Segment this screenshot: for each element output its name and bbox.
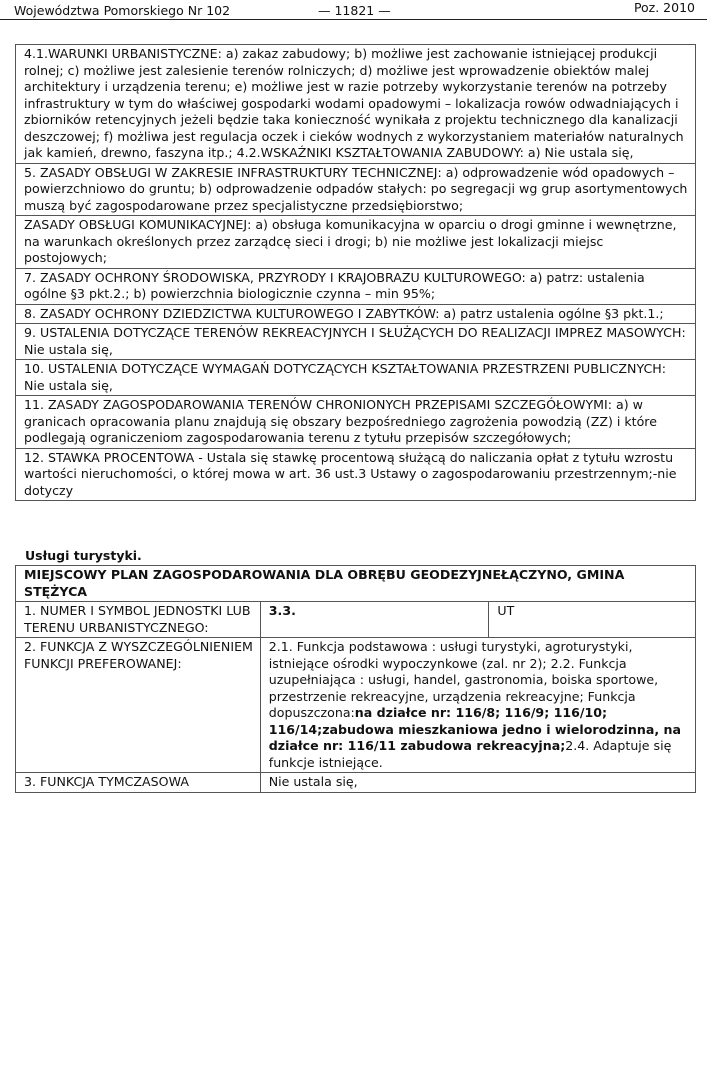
function-permitted-plots: na działce nr: 116/8; 116/9; 116/10; 116/14;zabudowa mieszkaniowa jedno i wielorodzinna, na działce nr: 116/11 zabudowa rekreacyjna; [268, 705, 681, 753]
function-value [260, 638, 695, 773]
table-row [16, 448, 696, 501]
table-row [16, 45, 696, 164]
rule-cell: 11. ZASADY ZAGOSPODAROWANIA TERENÓW CHRONIONYCH PRZEPISAMI SZCZEGÓŁOWYMI: a) w granicach opracowania planu znajdują się obszary bezpośredniego zagrożenia powodzią (ZZ) i które podlegają ograniczeniom zagospodarowania terenu z tytułu przepisów szczegółowych; [16, 396, 696, 449]
function-text: 2.1. Funkcja podstawowa : usługi turystyki, agroturystyki, istniejące ośrodki wypoczynkowe (zal. nr 2); 2.2. Funkcja uzupełniająca : usługi, handel, gastronomia, boiska sportowe, przestrzenie rekreacyjne, urządzenia rekreacyjne; Funkcja dopuszczona: [268, 639, 659, 720]
rules-table [15, 44, 696, 501]
rule-cell: 8. ZASADY OCHRONY DZIEDZICTWA KULTUROWEGO I ZABYTKÓW: a) patrz ustalenia ogólne §3 pkt.1.; [16, 304, 696, 324]
rule-cell: 4.1.WARUNKI URBANISTYCZNE: a) zakaz zabudowy; b) możliwe jest zachowanie istniejącej produkcji rolnej; c) możliwe jest zalesienie terenów rolniczych; d) możliwe jest wprowadzenie obiektów malej architektury i urządzenia terenu; e) możliwe jest w razie potrzeby wykorzystanie terenów na potrzeby infrastruktury w tym do właściwej gospodarki wodami opadowymi – lokalizacja rowów odwadniających i zbiorników retencyjnych jeżeli będzie taka konieczność wynikała z projektu technicznego dla kanalizacji deszczowej; f) możliwa jest regulacja oczek i cieków wodnych z wykorzystaniem materiałów naturalnych jak kamień, drewno, faszyna itp.; 4.2.WSKAŹNIKI KSZTAŁTOWANIA ZABUDOWY: a) Nie ustala się, [16, 45, 696, 164]
section-label: Usługi turystyki. [25, 548, 142, 563]
table-row [16, 360, 696, 396]
rule-cell: 7. ZASADY OCHRONY ŚRODOWISKA, PRZYRODY I KRAJOBRAZU KULTUROWEGO: a) patrz: ustalenia ogólne §3 pkt.2.; b) powierzchnia biologicznie czynna – min 95%; [16, 268, 696, 304]
rule-cell: ZASADY OBSŁUGI KOMUNIKACYJNEJ: a) obsługa komunikacyjna w oparciu o drogi gminne i wewnętrzne, na warunkach określonych przez zarządcę sieci i drogi; b) nie możliwe jest lokalizacji miejsc postojowych; [16, 216, 696, 269]
table-row [16, 638, 696, 773]
header-rule [0, 19, 707, 20]
function-text-end: 2.4. Adaptuje się funkcje istniejące. [268, 738, 672, 770]
table-row [16, 216, 696, 269]
rule-cell: 9. USTALENIA DOTYCZĄCE TERENÓW REKREACYJNYCH I SŁUŻĄCYCH DO REALIZACJI IMPREZ MASOWYCH: Nie ustala się, [16, 324, 696, 360]
temporary-function-label: 3. FUNKCJA TYMCZASOWA [16, 773, 261, 793]
function-label: 2. FUNKCJA Z WYSZCZEGÓLNIENIEM FUNKCJI PREFEROWANEJ: [16, 638, 261, 773]
unit-symbol: UT [489, 602, 696, 638]
journal-title: Województwa Pomorskiego Nr 102 [14, 3, 231, 18]
table-row [16, 396, 696, 449]
unit-number: 3.3. [260, 602, 489, 638]
unit-label: 1. NUMER I SYMBOL JEDNOSTKI LUB TERENU URBANISTYCZNEGO: [16, 602, 261, 638]
temporary-function-value: Nie ustala się, [260, 773, 695, 793]
rule-cell: 12. STAWKA PROCENTOWA - Ustala się stawkę procentową służącą do naliczania opłat z tytułu wzrostu wartości nieruchomości, o której mowa w art. 36 ust.3 Ustawy o zagospodarowaniu przestrzennym;-nie dotyczy [16, 448, 696, 501]
table-row [16, 773, 696, 793]
page-number: — 11821 — [318, 3, 391, 18]
table-row [16, 602, 696, 638]
table-row [16, 268, 696, 304]
table-row [16, 324, 696, 360]
rule-cell: 5. ZASADY OBSŁUGI W ZAKRESIE INFRASTRUKTURY TECHNICZNEJ: a) odprowadzenie wód opadowych – powierzchniowo do gruntu; b) odprowadzenie odpadów stałych: po segregacji wg grup asortymentowych muszą być zagospodarowane przez specjalistyczne przedsiębiorstwo; [16, 163, 696, 216]
page-header [0, 0, 707, 22]
position-number: Poz. 2010 [633, 0, 695, 15]
rule-cell: 10. USTALENIA DOTYCZĄCE WYMAGAŃ DOTYCZĄCYCH KSZTAŁTOWANIA PRZESTRZENI PUBLICZNYCH: Nie ustala się, [16, 360, 696, 396]
table-row [16, 566, 696, 602]
table-row [16, 304, 696, 324]
plan-title: MIEJSCOWY PLAN ZAGOSPODAROWANIA DLA OBRĘBU GEODEZYJNEŁĄCZYNO, GMINA STĘŻYCA [16, 566, 696, 602]
table-row [16, 163, 696, 216]
plan-table [15, 565, 696, 793]
